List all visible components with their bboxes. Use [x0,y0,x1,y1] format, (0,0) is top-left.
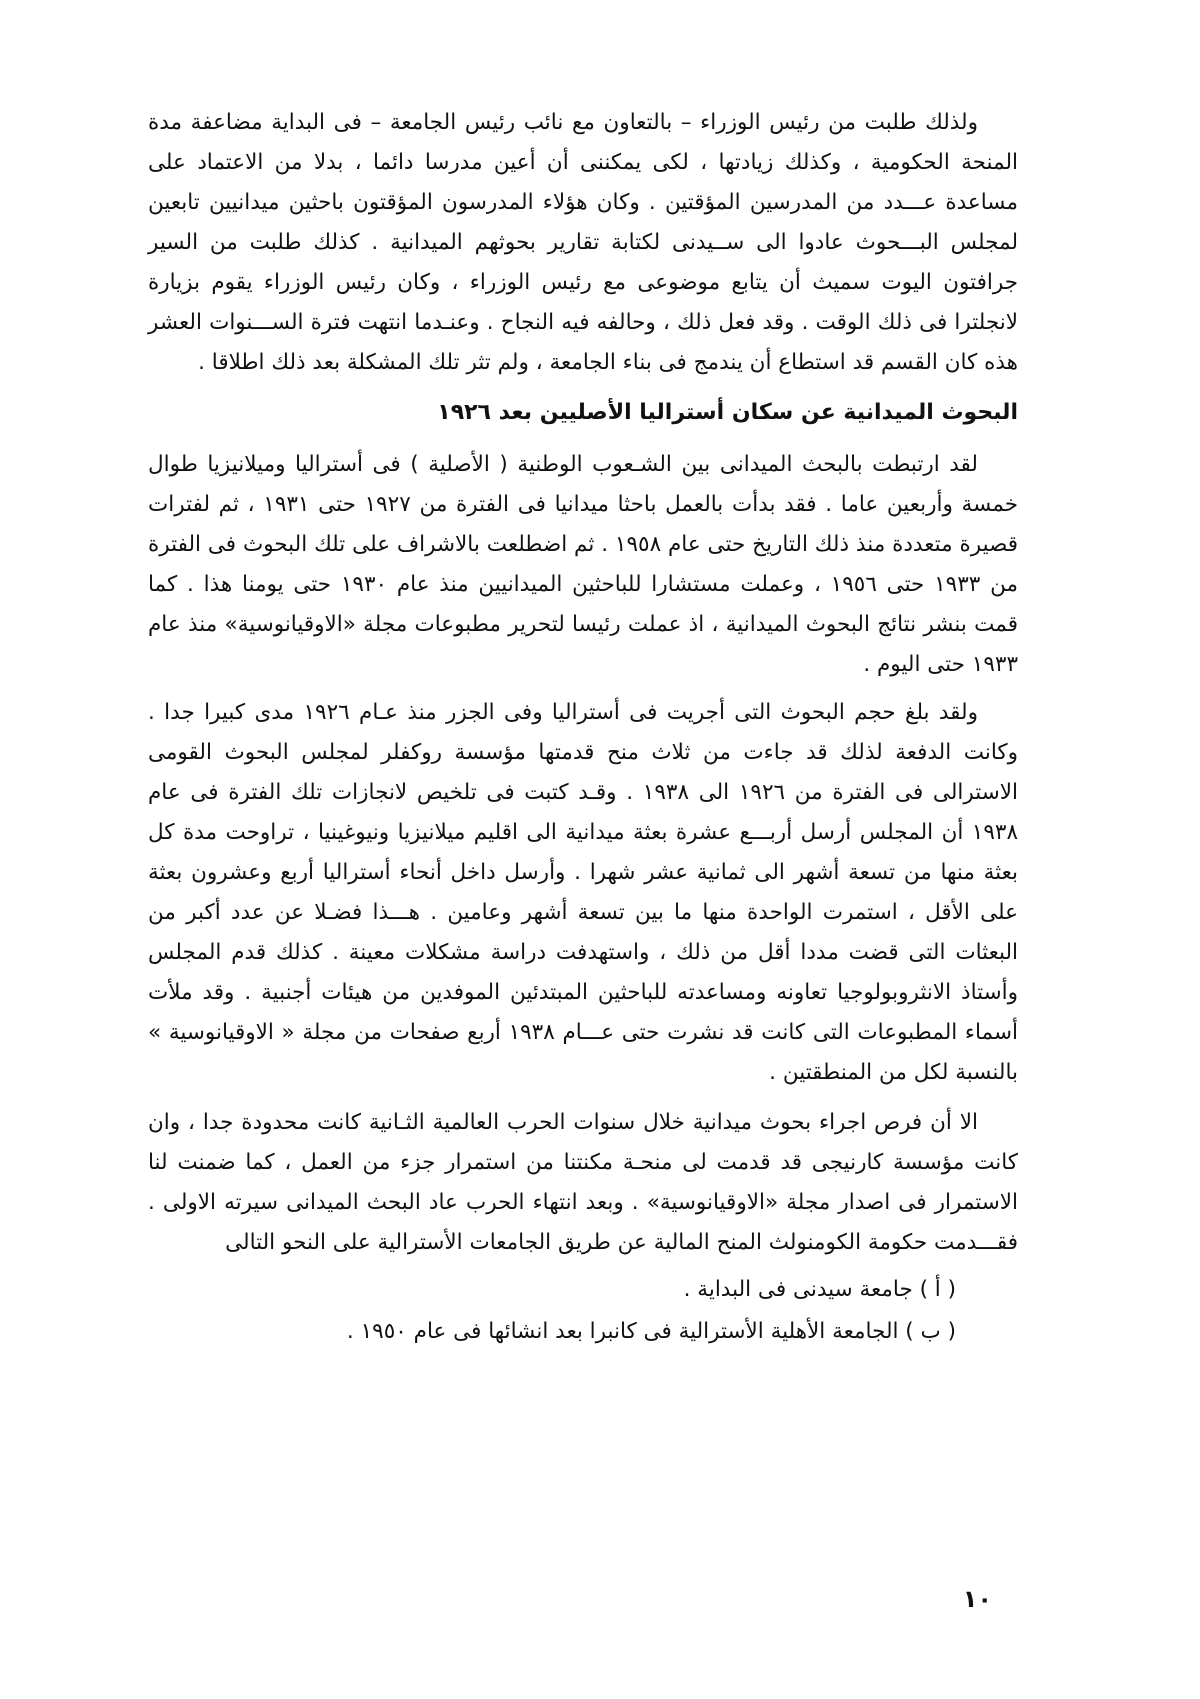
page-body [148,103,1018,1353]
paragraph-fieldwork-history: لقد ارتبطت بالبحث الميدانى بين الشـعوب الوطنية ( الأصلية ) فى أستراليا وميلانيزيا طوال خمسة وأربعين عاما . فقد بدأت بالعمل باحثا ميدانيا فى الفترة من ١٩٢٧ حتى ١٩٣١ ، ثم لفترات قصيرة متعددة منذ ذلك التاريخ حتى عام ١٩٥٨ . ثم اضطلعت بالاشراف على تلك البحوث فى الفترة من ١٩٣٣ حتى ١٩٥٦ ، وعملت مستشارا للباحثين الميدانيين منذ عام ١٩٣٠ حتى يومنا هذا . كما قمت بنشر نتائج البحوث الميدانية ، اذ عملت رئيسا لتحرير مطبوعات مجلة «الاوقيانوسية» منذ عام ١٩٣٣ حتى اليوم . [148,452,1018,677]
list-item: ( ب ) الجامعة الأهلية الأسترالية فى كانبرا بعد انشائها فى عام ١٩٥٠ . [346,1319,956,1344]
paragraph-research-volume: ولقد بلغ حجم البحوث التى أجريت فى أستراليا وفى الجزر منذ عـام ١٩٢٦ مدى كبيرا جدا . وكانت الدفعة لذلك قد جاءت من ثلاث منح قدمتها مؤسسة روكفلر لمجلس البحوث القومى الاسترالى فى الفترة من ١٩٢٦ الى ١٩٣٨ . وقـد كتبت فى تلخيص لانجازات تلك الفترة فى عام ١٩٣٨ أن المجلس أرسل أربـــع عشرة بعثة ميدانية الى اقليم ميلانيزيا ونيوغينيا ، تراوحت مدة كل بعثة منها من تسعة أشهر الى ثمانية عشر شهرا . وأرسل داخل أنحاء أستراليا أربع وعشرون بعثة على الأقل ، استمرت الواحدة منها ما بين تسعة أشهر وعامين . هـــذا فضـلا عن عدد أكبر من البعثات التى قضت مددا أقل من ذلك ، واستهدفت دراسة مشكلات معينة . كذلك قدم المجلس وأستاذ الانثروبولوجيا تعاونه ومساعدته للباحثين المبتدئين الموفدين من هيئات أجنبية . وقد ملأت أسماء المطبوعات التى كانت قد نشرت حتى عـــام ١٩٣٨ أربع صفحات من مجلة « الاوقيانوسية » بالنسبة لكل من المنطقتين . [148,700,1018,1085]
section-heading: البحوث الميدانية عن سكان أستراليا الأصليين بعد ١٩٢٦ [437,400,1018,425]
paragraph-war-years: الا أن فرص اجراء بحوث ميدانية خلال سنوات الحرب العالمية الثـانية كانت محدودة جدا ، وان كانت مؤسسة كارنيجى قد قدمت لى منحـة مكنتنا من استمرار جزء من العمل ، كما ضمنت لنا الاستمرار فى اصدار مجلة «الاوقيانوسية» . وبعد انتهاء الحرب عاد البحث الميدانى سيرته الاولى . فقـــدمت حكومة الكومنولث المنح المالية عن طريق الجامعات الأسترالية على النحو التالى [148,1110,1018,1255]
paragraph-intro: ولذلك طلبت من رئيس الوزراء – بالتعاون مع نائب رئيس الجامعة – فى البداية مضاعفة مدة المنحة الحكومية ، وكذلك زيادتها ، لكى يمكننى أن أعين مدرسا دائما ، بدلا من الاعتماد على مساعدة عـــدد من المدرسين المؤقتين . وكان هؤلاء المدرسون المؤقتون باحثين ميدانيين تابعين لمجلس البـــحوث عادوا الى ســيدنى لكتابة تقارير بحوثهم الميدانية . كذلك طلبت من السير جرافتون اليوت سميث أن يتابع موضوعى مع رئيس الوزراء ، وكان رئيس الوزراء يقوم بزيارة لانجلترا فى ذلك الوقت . وقد فعل ذلك ، وحالفه فيه النجاح . وعنـدما انتهت فترة الســـنوات العشر هذه كان القسم قد استطاع أن يندمج فى بناء الجامعة ، ولم تثر تلك المشكلة بعد ذلك اطلاقا . [148,110,1018,375]
list-item: ( أ ) جامعة سيدنى فى البداية . [683,1277,956,1302]
university-list [148,1269,1018,1353]
page-number: ١٠ [962,1585,992,1613]
